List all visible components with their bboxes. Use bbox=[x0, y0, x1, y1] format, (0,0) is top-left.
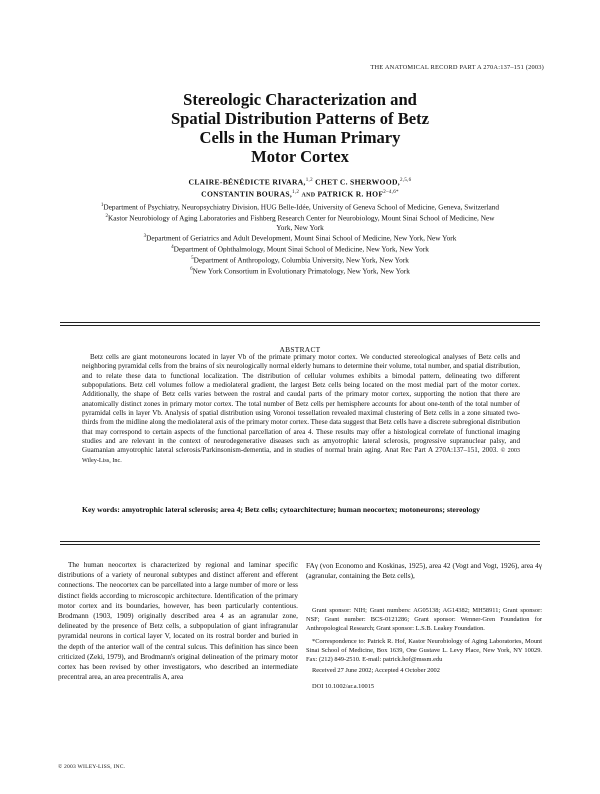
title-line: Stereologic Characterization and bbox=[183, 90, 417, 109]
author-line bbox=[100, 176, 500, 188]
introduction-left-column: The human neocortex is characterized by regional and laminar specific distributions of a variety of neuronal subtypes and distinct afferent and efferent connections. The neocortex can be parcellated into a large number of more or less distinct fields according to microscopic architecture. Identification of the primary motor cortex and its boundaries, however, has been particularly contentious. Brodmann (1903, 1909) originally described area 4 as an agranular zone, delineated by the presence of Betz cells, a subpopulation of giant infragranular pyramidal neurons in cortical layer V, located on its rostral border and buried in the depth of the anterior wall of the central sulcus. This definition has since been criticized (Zeki, 1979), and Brodmann's original delineation of the primary motor cortex has been revised by other investigators, who described an intermediate precentral area, an area precentralis A, area bbox=[58, 561, 298, 682]
title-line: Motor Cortex bbox=[251, 147, 349, 166]
author-block bbox=[100, 176, 500, 275]
section-divider bbox=[60, 325, 540, 326]
affiliation: $^5$Department of Anthropology, Columbia University, New York, New York bbox=[191, 255, 409, 265]
grant-footnote: Grant sponsor: NIH; Grant numbers: AG05138; AG14382; MH58911; Grant sponsor: NSF; Grant number: BCS-0121286; Grant sponsor: Wenner-Gren Foundation for Anthropological Research; Grant sponsor: L.S.B. Leakey Foundation. bbox=[306, 607, 542, 632]
author-line bbox=[100, 188, 500, 201]
received-dates: Received 27 June 2002; Accepted 4 October 2002 bbox=[312, 667, 440, 675]
journal-header: THE ANATOMICAL RECORD PART A 270A:137–151 (2003) bbox=[370, 64, 544, 71]
author-conjunction: AND bbox=[301, 192, 316, 199]
author-name: PATRICK R. HOF bbox=[317, 189, 384, 199]
keywords bbox=[82, 505, 520, 515]
footer-copyright: © 2003 WILEY-LISS, INC. bbox=[58, 764, 126, 770]
abstract-heading: ABSTRACT bbox=[279, 345, 321, 354]
affiliation: $^4$Department of Ophthalmology, Mount Sinai School of Medicine, New York, New York bbox=[171, 244, 429, 254]
author-affiliation-sup: 2–4,6* bbox=[383, 190, 399, 196]
title-line: Spatial Distribution Patterns of Betz bbox=[170, 109, 430, 128]
author-affiliation-sup: 1,2 bbox=[305, 178, 313, 183]
author-name: CHET C. SHERWOOD, bbox=[315, 177, 400, 187]
affiliation: $^1$Department of Psychiatry, Neuropsychiatry Division, HUG Belle-Idée, University of Geneva School of Medicine, Geneva, Switzerland bbox=[100, 202, 500, 212]
abstract-copyright: © 2003 Wiley-Liss, Inc. bbox=[82, 447, 521, 464]
correspondence-footnote: *Correspondence to: Patrick R. Hof, Kastor Neurobiology of Aging Laboratories, Mount Sinai School of Medicine, Box 1639, One Gustave L. Levy Place, New York, NY 10029. Fax: (212) 849-2510. E-mail: patrick.hof@mssm.edu bbox=[306, 637, 542, 663]
doi: DOI 10.1002/ar.a.10015 bbox=[312, 682, 375, 690]
title-line: Cells in the Human Primary bbox=[199, 128, 401, 147]
author-name: CLAIRE-BÉNÉDICTE RIVARA, bbox=[188, 177, 306, 187]
affiliation: $^2$Kastor Neurobiology of Aging Laboratories and Fishberg Research Center for Neurobiology, Mount Sinai School of Medicine, New York, New York bbox=[105, 213, 495, 232]
author-affiliation-sup: 1,2 bbox=[292, 190, 300, 196]
section-divider bbox=[60, 541, 540, 542]
keywords-label: Key words: bbox=[82, 505, 120, 514]
author-affiliation-sup: 2,5,6 bbox=[399, 178, 412, 183]
abstract-text: Betz cells are giant motoneurons located in layer Vb of the primate primary motor cortex. We conducted stereological analyses of Betz cells and neighboring pyramidal cells from the brains of six neurologically normal elderly humans to determine their volume, total number, and spatial distribution, and to relate these data to functional localization. The distribution of cellular volumes exhibits a bimodal pattern, delineating two different subpopulations. Betz cell volumes follow a mediolateral gradient, the largest Betz cells being located on the most medial part of the motor cortex. Additionally, the shape of Betz cells varies between the rostral and caudal parts of the primary motor cortex, supporting the notion that there are anatomically distinct zones in primary motor cortex. The total number of Betz cells per hemisphere accounts for about one-tenth of the total number of pyramidal cells in layer Vb. Analysis of spatial distribution using Voronoi tessellation revealed maximal clustering of Betz cells in a zone situated two-thirds from the midline along the mediolateral axis of the primary motor cortex. These data suggest that Betz cells have a discrete subregional distribution that may correspond to certain aspects of the functional parcellation of area 4. These results may offer a histological correlate of functional imaging studies and are relevant in the context of neurodegenerative diseases such as amyotrophic lateral sclerosis, progressive supranuclear palsy, and Guamanian amyotrophic lateral sclerosis/Parkinsonism-dementia, and in studies of normal brain aging. Anat Rec Part A 270A:137–151, 2003. bbox=[82, 353, 520, 455]
affiliation: $^3$Department of Geriatrics and Adult Development, Mount Sinai School of Medicine, New York, New York bbox=[143, 233, 457, 243]
article-title bbox=[80, 90, 520, 166]
author-name: CONSTANTIN BOURAS, bbox=[201, 189, 293, 199]
footnotes bbox=[306, 607, 542, 692]
abstract-body bbox=[82, 353, 520, 465]
affiliation: $^6$New York Consortium in Evolutionary Primatology, New York, New York bbox=[190, 266, 410, 276]
section-divider bbox=[60, 544, 540, 545]
introduction-right-column: FAγ (von Economo and Koskinas, 1925), area 42 (Vogt and Vogt, 1926), area 4γ (agranular, containing the Betz cells), bbox=[306, 562, 542, 581]
section-divider bbox=[60, 322, 540, 323]
keywords-text: amyotrophic lateral sclerosis; area 4; Betz cells; cytoarchitecture; human neocortex; motoneurons; stereology bbox=[121, 505, 481, 514]
